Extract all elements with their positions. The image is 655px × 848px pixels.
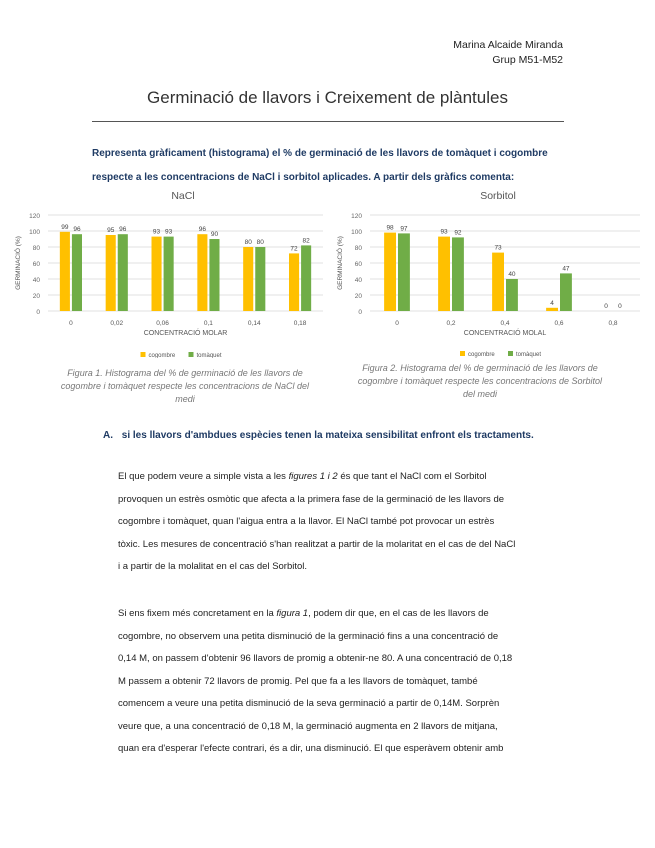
- y-tick-label: 60: [354, 261, 362, 268]
- data-label: 96: [119, 226, 127, 234]
- y-tick-label: 80: [32, 245, 40, 252]
- y-tick-label: 40: [354, 277, 362, 284]
- x-axis-label: CONCENTRACIÓ MOLAR: [143, 330, 228, 337]
- text-run: El que podem veure a simple vista a les: [118, 471, 289, 482]
- data-label: 82: [302, 237, 310, 245]
- data-label: 47: [562, 265, 570, 273]
- document-header: [453, 38, 563, 68]
- text-run: és que tant el NaCl com el Sorbitol: [337, 471, 487, 482]
- paragraph-line: provoquen un estrès osmòtic que afecta a la primera fase de la germinació de les llavors de: [118, 493, 505, 505]
- data-label: 0: [604, 303, 608, 310]
- section-a-heading: [103, 430, 534, 441]
- fig1-caption-line: Figura 1. Histograma del % de germinació de les llavors de: [67, 368, 303, 378]
- data-label: 99: [61, 223, 69, 231]
- prompt-line-2: respecte a les concentracions de NaCl i sorbitol aplicades. A partir dels gràfics comenta:: [92, 172, 515, 183]
- text-run: , podem dir que, en el cas de les llavors de: [308, 608, 489, 619]
- x-tick-label: 0,14: [247, 320, 261, 327]
- legend-label: cogombre: [468, 352, 495, 358]
- bar-cogombre: [106, 235, 116, 311]
- bar-tomàquet: [164, 237, 174, 311]
- paragraph-line: tòxic. Les mesures de concentració s'han realitzat a partir de la molaritat en el cas de del NaCl: [118, 538, 516, 550]
- bar-cogombre: [197, 234, 207, 311]
- data-label: 93: [165, 228, 173, 236]
- bar-tomàquet: [560, 273, 572, 311]
- paragraph-line: i a partir de la molalitat en el cas del Sorbitol.: [118, 561, 308, 572]
- data-label: 80: [256, 239, 264, 246]
- y-tick-label: 120: [351, 213, 362, 220]
- bar-cogombre: [152, 237, 162, 311]
- y-tick-label: 20: [354, 293, 362, 300]
- figure-reference: figures 1 i 2: [288, 471, 338, 482]
- bar-tomàquet: [506, 279, 518, 311]
- data-label: 72: [290, 245, 298, 253]
- legend-swatch: [141, 352, 146, 357]
- bar-cogombre: [492, 253, 504, 311]
- group-name: Grup M51-M52: [492, 54, 563, 66]
- x-axis-label: CONCENTRACIÓ MOLAL: [463, 330, 547, 337]
- bar-tomàquet: [72, 234, 82, 311]
- y-tick-label: 100: [351, 229, 362, 236]
- bar-tomàquet: [452, 237, 464, 311]
- data-label: 92: [454, 229, 462, 237]
- legend-label: tomàquet: [196, 353, 222, 358]
- y-axis-label: GERMINACIÓ (%): [337, 236, 344, 290]
- fig1-caption-line: medi: [175, 394, 195, 404]
- y-tick-label: 0: [358, 309, 362, 316]
- x-tick-label: 0,1: [203, 320, 213, 327]
- bar-cogombre: [243, 247, 253, 311]
- data-label: 98: [386, 224, 394, 232]
- data-label: 80: [244, 239, 252, 246]
- x-tick-label: 0,02: [110, 320, 124, 327]
- legend-label: tomàquet: [516, 352, 542, 358]
- y-tick-label: 60: [32, 261, 40, 268]
- sorbitol-chart: [330, 183, 650, 363]
- paragraph-line: [118, 466, 561, 489]
- data-label: 96: [198, 226, 206, 234]
- bar-tomàquet: [209, 239, 219, 311]
- data-label: 73: [494, 244, 502, 252]
- paragraph-line: cogombre, no observem una petita disminució de la germinació fins a una concentració de: [118, 630, 499, 642]
- bar-tomàquet: [255, 247, 265, 311]
- paragraph-line: cogombre i tomàquet, quan l'aigua entra a la llavor. El NaCl també pot provocar un estrès: [118, 516, 495, 527]
- figure-2-caption: [330, 362, 630, 401]
- bar-tomàquet: [398, 233, 410, 311]
- data-label: 0: [618, 303, 622, 310]
- fig1-caption-line: cogombre i tomàquet respecte les concentracions de NaCl del: [60, 381, 310, 391]
- paragraph-1: [118, 466, 561, 579]
- chart-title: Sorbitol: [480, 190, 516, 202]
- y-tick-label: 120: [29, 213, 40, 220]
- figure-reference: figura 1: [276, 608, 309, 619]
- bar-cogombre: [60, 232, 70, 311]
- nacl-chart: [8, 183, 328, 358]
- data-label: 97: [400, 225, 408, 233]
- data-label: 4: [550, 299, 554, 307]
- legend-label: cogombre: [148, 353, 176, 358]
- page-title: Germinació de llavors i Creixement de plàntules: [147, 88, 508, 107]
- y-axis-label: GERMINACIÓ (%): [15, 236, 22, 290]
- data-label: 90: [210, 231, 219, 238]
- figure-1-caption: [40, 367, 330, 406]
- bar-cogombre: [384, 233, 396, 311]
- paragraph-line: [118, 603, 561, 626]
- y-tick-label: 100: [29, 229, 40, 236]
- title-divider: [92, 121, 564, 122]
- bar-cogombre: [289, 253, 299, 311]
- data-label: 95: [107, 227, 115, 234]
- x-tick-label: 0,2: [446, 320, 456, 327]
- data-label: 93: [152, 228, 161, 236]
- prompt-line-1: Representa gràficament (histograma) el % de germinació de les llavors de tomàquet i cogombre: [92, 148, 548, 159]
- section-a-text: si les llavors d'ambdues espècies tenen la mateixa sensibilitat enfront els tractaments.: [121, 430, 534, 441]
- legend-swatch: [460, 351, 465, 356]
- fig2-caption-line: cogombre i tomàquet respecte les concentracions de Sorbitol: [357, 376, 603, 386]
- y-tick-label: 20: [32, 293, 40, 300]
- paragraph-line: M passem a obtenir 72 llavors de promig. Pel que fa a les llavors de tomàquet, també: [118, 675, 478, 687]
- paragraph-line: comencem a veure una petita disminució de la seva germinació a partir de 0,14M. Sorprèn: [118, 698, 500, 709]
- x-tick-label: 0,4: [500, 320, 510, 327]
- bar-tomàquet: [118, 234, 128, 311]
- bar-tomàquet: [301, 245, 311, 311]
- x-tick-label: 0: [69, 320, 73, 327]
- paragraph-line: 0,14 M, on passem d'obtenir 96 llavors de promig a obtenir-ne 80. A una concentració de 0,18: [118, 653, 513, 664]
- chart-title: NaCl: [171, 190, 195, 202]
- data-label: 96: [73, 226, 81, 234]
- x-tick-label: 0,06: [156, 320, 169, 327]
- paragraph-line: quan era d'esperar l'efecte contrari, és a dir, una disminució. El que esperàvem obtenir amb: [118, 743, 504, 754]
- x-tick-label: 0,18: [293, 320, 307, 327]
- x-tick-label: 0,6: [554, 320, 564, 327]
- data-label: 93: [440, 228, 448, 236]
- author-name: Marina Alcaide Miranda: [453, 39, 563, 51]
- bar-cogombre: [438, 237, 450, 311]
- x-tick-label: 0: [395, 320, 399, 327]
- y-tick-label: 40: [32, 277, 40, 284]
- text-run: Si ens fixem més concretament en la: [118, 608, 277, 619]
- bar-cogombre: [546, 308, 558, 311]
- legend-swatch: [508, 351, 513, 356]
- data-label: 40: [508, 271, 516, 278]
- section-a-label: A.: [103, 430, 113, 441]
- y-tick-label: 80: [354, 245, 362, 252]
- fig2-caption-line: del medi: [462, 389, 498, 399]
- x-tick-label: 0,8: [608, 320, 618, 327]
- y-tick-label: 0: [36, 309, 40, 316]
- fig2-caption-line: Figura 2. Histograma del % de germinació de les llavors de: [362, 363, 598, 373]
- paragraph-2: [118, 603, 561, 761]
- legend-swatch: [189, 352, 194, 357]
- paragraph-line: veure que, a una concentració de 0,18 M, la germinació augmenta en 2 llavors de mitjana,: [118, 720, 498, 732]
